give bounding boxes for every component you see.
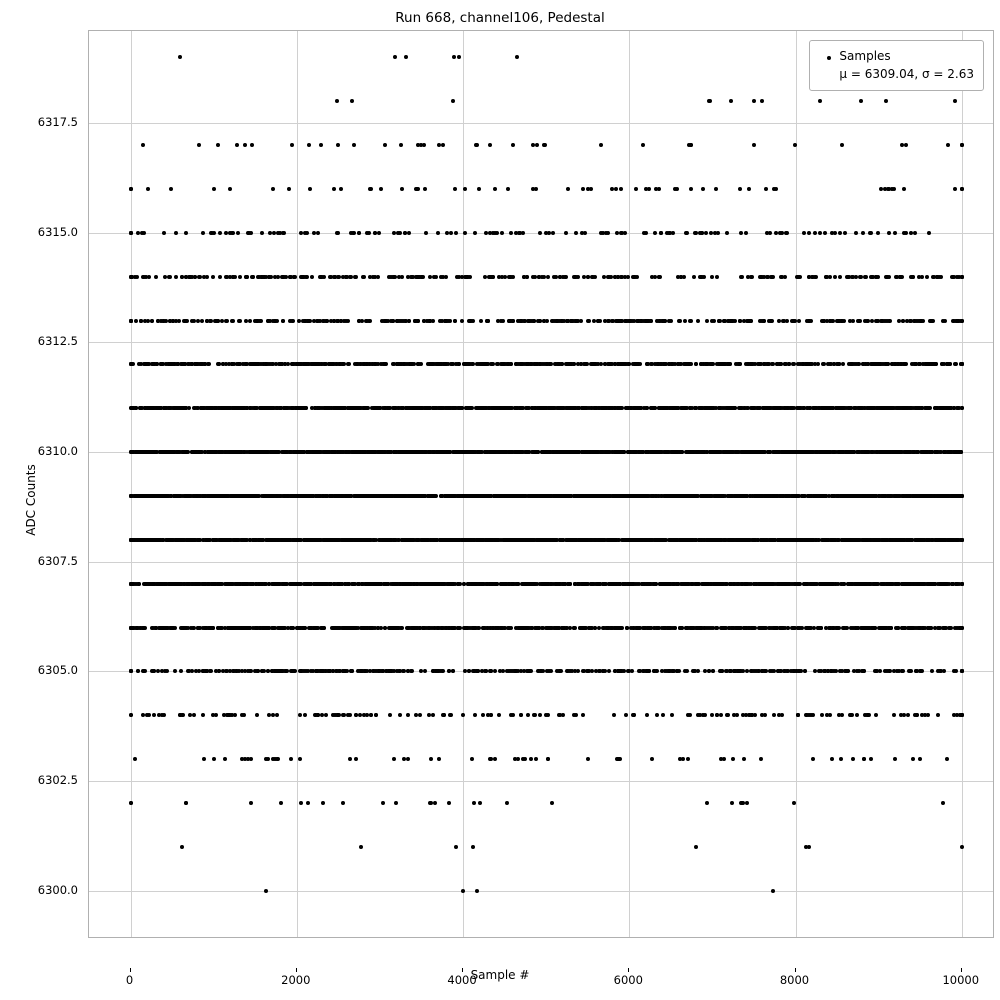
y-tick-label: 6315.0 [37,224,78,239]
x-tick-label: 10000 [942,973,980,987]
grid-line-horizontal [89,123,993,124]
x-tick-mark [462,968,463,972]
chart-title: Run 668, channel106, Pedestal [395,10,605,26]
grid-line-horizontal [89,891,993,892]
y-tick-label: 6312.5 [37,334,78,349]
x-tick-label: 8000 [779,973,810,987]
scatter-dot-marker [819,47,839,65]
legend-entry-label: Samples [839,49,891,63]
y-tick-label: 6305.0 [37,663,78,678]
grid-line-horizontal [89,342,993,343]
x-tick-mark [296,968,297,972]
x-tick-label: 2000 [281,973,311,987]
grid-line-vertical [463,31,464,937]
x-tick-mark [130,968,131,972]
grid-line-vertical [629,31,630,937]
legend-entry [819,47,974,65]
y-axis-label: ADC Counts [23,464,38,536]
x-tick-mark [628,968,629,972]
grid-line-vertical [962,31,963,937]
x-tick-label: 4000 [447,973,477,987]
y-tick-label: 6307.5 [37,553,78,568]
y-tick-label: 6300.0 [37,882,78,897]
x-tick-mark [961,968,962,972]
grid-line-horizontal [89,562,993,563]
x-tick-mark [795,968,796,972]
grid-line-vertical [297,31,298,937]
y-tick-label: 6302.5 [37,773,78,788]
legend-stats: μ = 6309.04, σ = 2.63 [839,67,974,81]
x-tick-label: 6000 [613,973,643,987]
x-axis-label: Sample # [470,968,530,982]
y-tick-label: 6310.0 [37,444,78,459]
grid-line-horizontal [89,781,993,782]
y-tick-label: 6317.5 [37,115,78,130]
x-tick-label: 0 [125,973,134,987]
chart-legend [809,40,984,91]
plot-area [88,30,994,938]
